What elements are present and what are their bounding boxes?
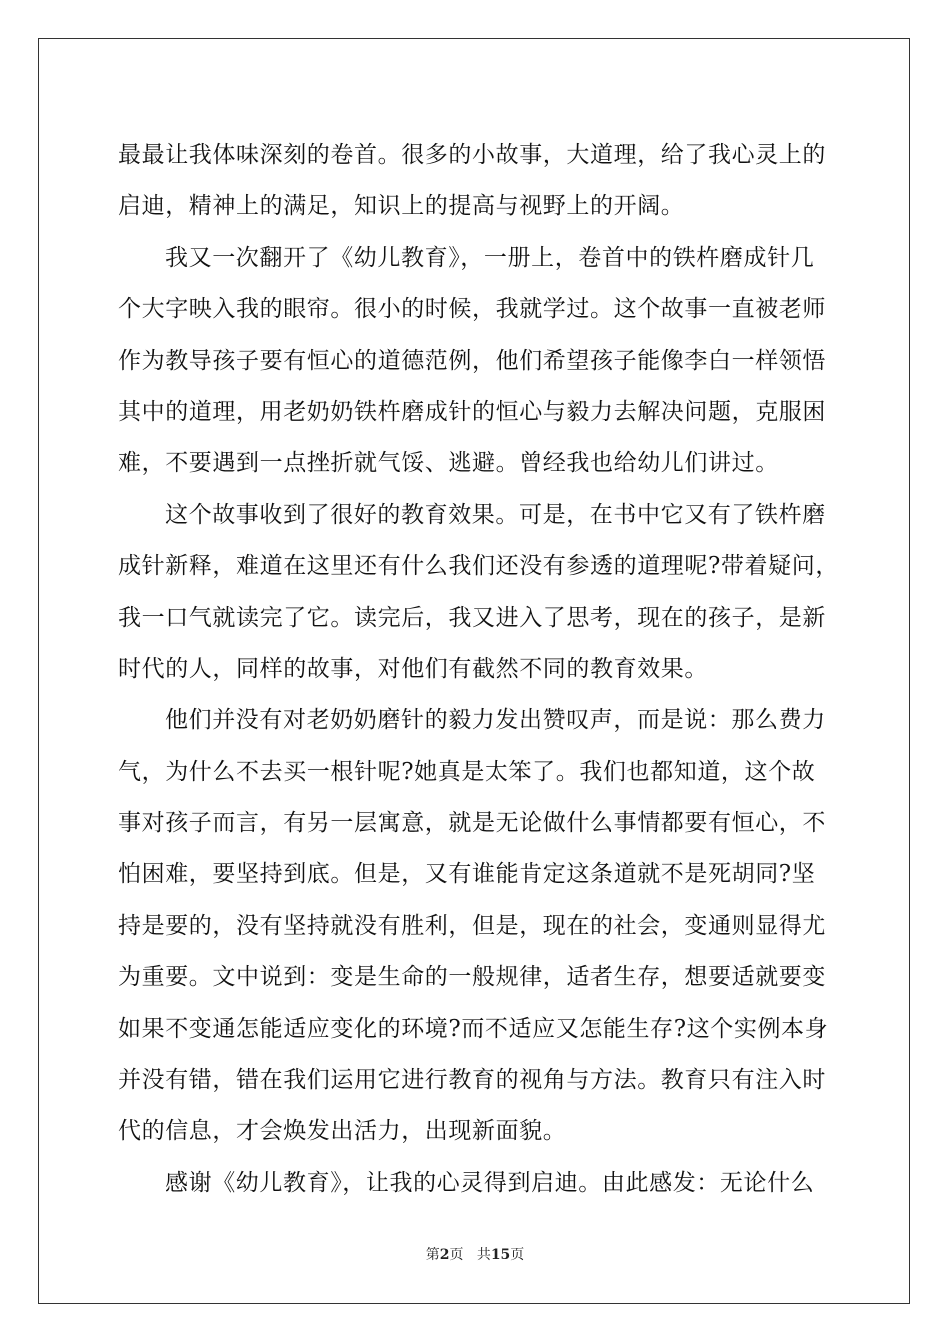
footer-page-suffix: 页 (449, 1247, 464, 1263)
text-line: 感谢《幼儿教育》，让我的心灵得到启迪。由此感发：无论什么 (165, 1169, 815, 1196)
text-line: 代的信息，才会焕发出活力，出现新面貌。 (118, 1118, 567, 1145)
footer-total-prefix: 共 (476, 1247, 491, 1263)
text-line: 作为教导孩子要有恒心的道德范例，他们希望孩子能像李白一样领悟 (118, 347, 826, 374)
footer-total-suffix: 页 (510, 1247, 525, 1263)
text-line: 个大字映入我的眼帘。很小的时候，我就学过。这个故事一直被老师 (118, 296, 826, 323)
text-line: 其中的道理，用老奶奶铁杵磨成针的恒心与毅力去解决问题，克服困 (118, 398, 826, 425)
text-line: 时代的人，同样的故事，对他们有截然不同的教育效果。 (118, 655, 708, 682)
text-line: 这个故事收到了很好的教育效果。可是，在书中它又有了铁杵磨 (165, 501, 826, 528)
text-line: 持是要的，没有坚持就没有胜利，但是，现在的社会，变通则显得尤 (118, 912, 826, 939)
page-footer (0, 1244, 950, 1264)
footer-total-pages: 15 (490, 1247, 511, 1263)
text-line: 事对孩子而言，有另一层寓意，就是无论做什么事情都要有恒心，不 (118, 810, 826, 837)
text-line: 难，不要遇到一点挫折就气馁、逃避。曾经我也给幼儿们讲过。 (118, 450, 779, 477)
footer-page-prefix: 第 (425, 1247, 440, 1263)
footer-page-number: 2 (439, 1247, 450, 1263)
text-line: 为重要。文中说到：变是生命的一般规律，适者生存，想要适就要变 (118, 964, 826, 991)
text-line: 怕困难，要坚持到底。但是，又有谁能肯定这条道就不是死胡同?坚 (118, 861, 816, 888)
text-line: 如果不变通怎能适应变化的环境?而不适应又怎能生存?这个实例本身 (118, 1015, 829, 1042)
text-line: 气，为什么不去买一根针呢?她真是太笨了。我们也都知道，这个故 (118, 758, 816, 785)
text-line: 成针新释，难道在这里还有什么我们还没有参透的道理呢?带着疑问， (118, 553, 839, 580)
text-line: 启迪，精神上的满足，知识上的提高与视野上的开阔。 (118, 193, 685, 220)
text-line: 最最让我体味深刻的卷首。很多的小故事，大道理，给了我心灵上的 (118, 142, 826, 168)
text-line: 我一口气就读完了它。读完后，我又进入了思考，现在的孩子，是新 (118, 604, 826, 631)
text-line: 我又一次翻开了《幼儿教育》，一册上，卷首中的铁杵磨成针几 (165, 244, 815, 271)
text-line: 他们并没有对老奶奶磨针的毅力发出赞叹声，而是说：那么费力 (165, 707, 826, 734)
text-line: 并没有错，错在我们运用它进行教育的视角与方法。教育只有注入时 (118, 1067, 826, 1094)
document-body (118, 130, 838, 1209)
